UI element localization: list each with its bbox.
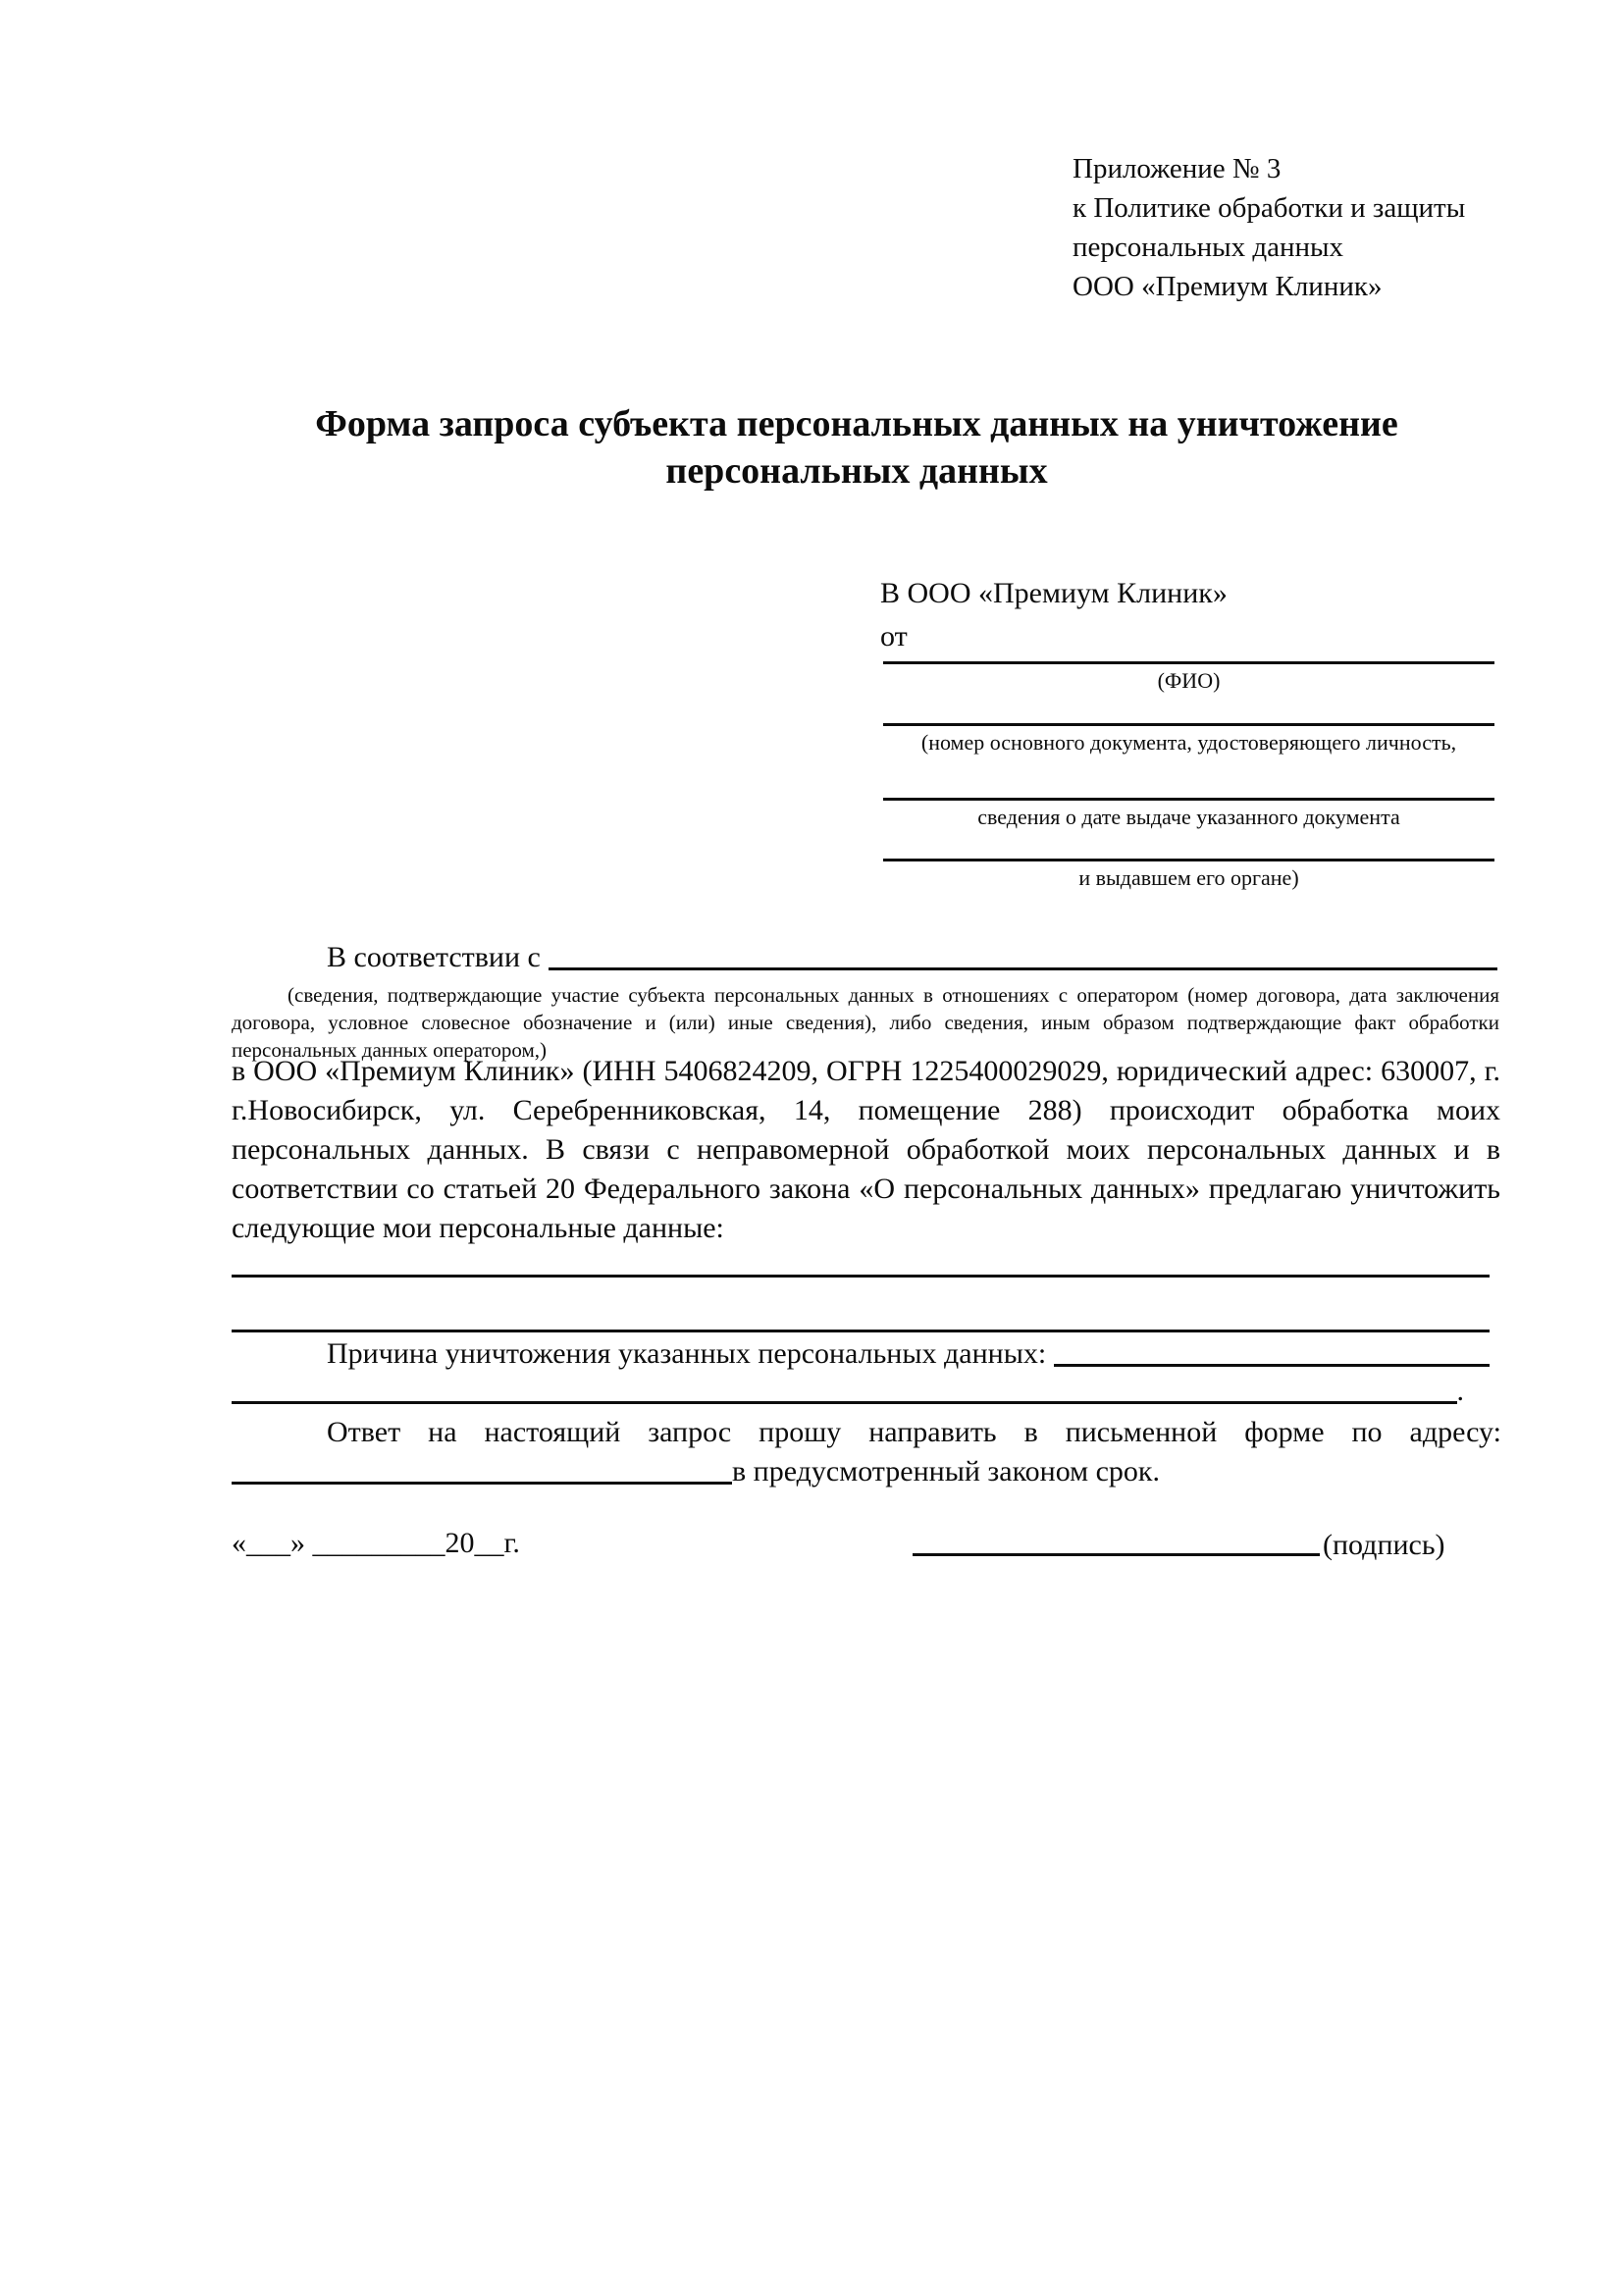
appendix-block xyxy=(1073,149,1544,306)
id-document-caption: (номер основного документа, удостоверяющего личность, xyxy=(920,730,1457,755)
reason-row xyxy=(232,1334,1490,1370)
form-title: Форма запроса субъекта персональных данных на уничтожение персональных данных xyxy=(315,403,1398,492)
accordance-label: В соответствии с xyxy=(327,941,541,973)
issuing-authority-input-line[interactable] xyxy=(883,832,1494,861)
personal-data-input-line-1[interactable] xyxy=(232,1248,1490,1278)
date-blank-field[interactable]: «___» _________20__г. xyxy=(232,1527,520,1559)
appendix-line: к Политике обработки и защиты xyxy=(1073,192,1466,224)
address-input-line[interactable] xyxy=(232,1482,732,1485)
fio-caption: (ФИО) xyxy=(1157,668,1221,693)
appendix-line: персональных данных xyxy=(1073,232,1344,263)
accordance-row xyxy=(232,938,1497,973)
reason-continuation-input-line[interactable] xyxy=(232,1401,1457,1404)
addressee-from-label: от xyxy=(880,620,908,652)
appendix-line: Приложение № 3 xyxy=(1073,153,1282,184)
response-request-paragraph: Ответ на настоящий запрос прошу направить в письменной форме по адресу: xyxy=(327,1416,1501,1448)
reason-input-line[interactable] xyxy=(1054,1364,1490,1367)
fio-input-line[interactable] xyxy=(883,635,1494,664)
response-address-row xyxy=(232,1452,1501,1487)
signature-input-line[interactable] xyxy=(913,1527,1320,1556)
issue-date-caption: сведения о дате выдаче указанного документа xyxy=(977,805,1400,829)
main-paragraph: в ООО «Премиум Клиник» (ИНН 5406824209, ОГРН 1225400029029, юридический адрес: 630007, г. г.Новосибирск, ул. Серебренниковская, 14, помещение 288) происходит обработка моих персональных данных. В связи с неправомерной обработкой моих персональных данных и в соответствии со статьей 20 Федерального закона «О персональных данных» предлагаю уничтожить следующие мои персональные данные: xyxy=(232,1055,1500,1244)
addressee-organization: В ООО «Премиум Клиник» xyxy=(880,577,1228,609)
response-suffix: в предусмотренный законом срок. xyxy=(732,1455,1160,1487)
issuing-authority-caption: и выдавшем его органе) xyxy=(1078,865,1299,890)
personal-data-input-line-2[interactable] xyxy=(232,1303,1490,1332)
reason-label: Причина уничтожения указанных персональных данных: xyxy=(327,1337,1047,1370)
reason-continuation-row xyxy=(232,1376,1464,1407)
issue-date-input-line[interactable] xyxy=(883,771,1494,801)
id-document-input-line[interactable] xyxy=(883,697,1494,726)
appendix-line: ООО «Премиум Клиник» xyxy=(1073,271,1383,302)
trailing-period: . xyxy=(1456,1375,1464,1407)
signature-caption: (подпись) xyxy=(1323,1529,1445,1561)
accordance-input-line[interactable] xyxy=(549,967,1497,970)
accordance-note: (сведения, подтверждающие участие субъекта персональных данных в отношениях с оператором (номер договора, дата заключения договора, условное словесное обозначение и (или) иные сведения), либо сведения, иным образом подтверждающие факт обработки персональных данных оператором,) xyxy=(232,983,1499,1062)
